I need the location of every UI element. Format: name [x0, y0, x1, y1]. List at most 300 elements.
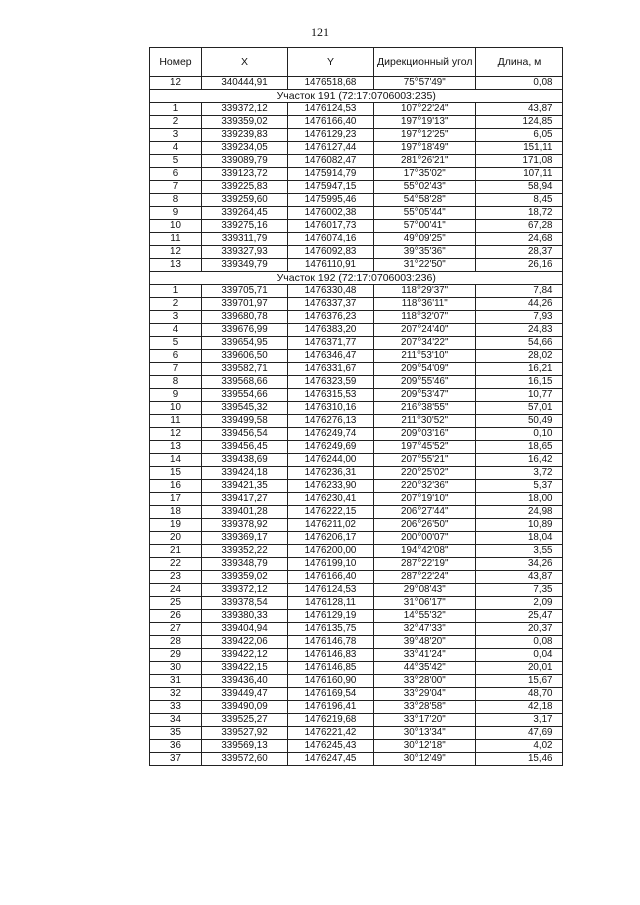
cell-x: 339327,93	[202, 246, 288, 259]
cell-x: 339372,12	[202, 103, 288, 116]
cell-angle: 209°55'46"	[374, 376, 476, 389]
cell-y: 1476323,59	[288, 376, 374, 389]
cell-x: 339705,71	[202, 285, 288, 298]
cell-y: 1476249,74	[288, 428, 374, 441]
cell-y: 1475947,15	[288, 181, 374, 194]
cell-x: 339311,79	[202, 233, 288, 246]
cell-y: 1476200,00	[288, 545, 374, 558]
cell-length: 20,01	[476, 662, 563, 675]
cell-y: 1475995,46	[288, 194, 374, 207]
table-row	[150, 103, 563, 116]
table-row	[150, 428, 563, 441]
cell-number: 2	[150, 298, 202, 311]
cell-length: 43,87	[476, 571, 563, 584]
table-row	[150, 584, 563, 597]
cell-y: 1476222,15	[288, 506, 374, 519]
table-row	[150, 571, 563, 584]
cell-y: 1476074,16	[288, 233, 374, 246]
table-row	[150, 519, 563, 532]
cell-y: 1476146,85	[288, 662, 374, 675]
table-row	[150, 532, 563, 545]
cell-y: 1476276,13	[288, 415, 374, 428]
cell-x: 339264,45	[202, 207, 288, 220]
cell-length: 0,04	[476, 649, 563, 662]
table-row	[150, 610, 563, 623]
table-row	[150, 454, 563, 467]
cell-angle: 31°22'50"	[374, 259, 476, 272]
cell-number: 11	[150, 415, 202, 428]
cell-x: 339680,78	[202, 311, 288, 324]
table-row	[150, 77, 563, 90]
cell-angle: 287°22'19"	[374, 558, 476, 571]
table-row	[150, 506, 563, 519]
cell-length: 47,69	[476, 727, 563, 740]
cell-angle: 207°55'21"	[374, 454, 476, 467]
cell-number: 11	[150, 233, 202, 246]
cell-x: 339089,79	[202, 155, 288, 168]
cell-y: 1476383,20	[288, 324, 374, 337]
table-row	[150, 389, 563, 402]
cell-y: 1476247,45	[288, 753, 374, 766]
cell-y: 1476124,53	[288, 584, 374, 597]
table-row	[150, 688, 563, 701]
cell-x: 339424,18	[202, 467, 288, 480]
table-row	[150, 597, 563, 610]
header-length: Длина, м	[476, 48, 563, 77]
table-row	[150, 168, 563, 181]
cell-angle: 211°30'52"	[374, 415, 476, 428]
section-row	[150, 272, 563, 285]
cell-angle: 197°12'25"	[374, 129, 476, 142]
cell-number: 9	[150, 207, 202, 220]
cell-x: 339436,40	[202, 675, 288, 688]
cell-x: 339378,92	[202, 519, 288, 532]
cell-length: 7,35	[476, 584, 563, 597]
section-title: Участок 192 (72:17:0706003:236)	[150, 272, 563, 285]
cell-angle: 197°19'13"	[374, 116, 476, 129]
cell-y: 1475914,79	[288, 168, 374, 181]
cell-length: 0,10	[476, 428, 563, 441]
cell-number: 31	[150, 675, 202, 688]
table-row	[150, 194, 563, 207]
table-row	[150, 285, 563, 298]
cell-angle: 197°45'52"	[374, 441, 476, 454]
cell-number: 10	[150, 220, 202, 233]
cell-length: 44,26	[476, 298, 563, 311]
cell-length: 151,11	[476, 142, 563, 155]
table-row	[150, 116, 563, 129]
cell-number: 22	[150, 558, 202, 571]
cell-length: 18,65	[476, 441, 563, 454]
cell-number: 5	[150, 337, 202, 350]
cell-length: 3,17	[476, 714, 563, 727]
cell-x: 339527,92	[202, 727, 288, 740]
cell-x: 339676,99	[202, 324, 288, 337]
table-row	[150, 376, 563, 389]
cell-number: 16	[150, 480, 202, 493]
cell-angle: 17°35'02"	[374, 168, 476, 181]
cell-number: 5	[150, 155, 202, 168]
table-row	[150, 142, 563, 155]
cell-y: 1476219,68	[288, 714, 374, 727]
cell-x: 339554,66	[202, 389, 288, 402]
cell-length: 50,49	[476, 415, 563, 428]
table-row	[150, 350, 563, 363]
cell-x: 339421,35	[202, 480, 288, 493]
table-row	[150, 155, 563, 168]
cell-number: 29	[150, 649, 202, 662]
table-row	[150, 467, 563, 480]
table-row	[150, 402, 563, 415]
cell-number: 9	[150, 389, 202, 402]
cell-angle: 49°09'25"	[374, 233, 476, 246]
cell-angle: 209°03'16"	[374, 428, 476, 441]
cell-angle: 33°28'58"	[374, 701, 476, 714]
header-direction-angle: Дирекционный угол	[374, 48, 476, 77]
table-row	[150, 545, 563, 558]
cell-length: 171,08	[476, 155, 563, 168]
cell-angle: 118°36'11"	[374, 298, 476, 311]
cell-x: 339372,12	[202, 584, 288, 597]
cell-x: 339234,05	[202, 142, 288, 155]
cell-y: 1476166,40	[288, 571, 374, 584]
cell-angle: 207°24'40"	[374, 324, 476, 337]
cell-x: 339349,79	[202, 259, 288, 272]
table-row	[150, 363, 563, 376]
cell-x: 339417,27	[202, 493, 288, 506]
table-header-row	[150, 48, 563, 77]
cell-length: 24,98	[476, 506, 563, 519]
cell-length: 25,47	[476, 610, 563, 623]
cell-length: 43,87	[476, 103, 563, 116]
table-row	[150, 181, 563, 194]
cell-y: 1476146,78	[288, 636, 374, 649]
cell-number: 37	[150, 753, 202, 766]
cell-y: 1476128,11	[288, 597, 374, 610]
cell-number: 13	[150, 441, 202, 454]
table-row	[150, 129, 563, 142]
cell-number: 3	[150, 311, 202, 324]
table-row	[150, 298, 563, 311]
cell-length: 5,37	[476, 480, 563, 493]
cell-angle: 107°22'24"	[374, 103, 476, 116]
cell-x: 339499,58	[202, 415, 288, 428]
cell-x: 339449,47	[202, 688, 288, 701]
cell-angle: 39°35'36"	[374, 246, 476, 259]
cell-number: 4	[150, 142, 202, 155]
cell-number: 12	[150, 77, 202, 90]
cell-y: 1476310,16	[288, 402, 374, 415]
cell-y: 1476129,19	[288, 610, 374, 623]
cell-y: 1476211,02	[288, 519, 374, 532]
cell-angle: 207°19'10"	[374, 493, 476, 506]
cell-y: 1476017,73	[288, 220, 374, 233]
cell-x: 339422,06	[202, 636, 288, 649]
table-row	[150, 662, 563, 675]
cell-x: 339701,97	[202, 298, 288, 311]
cell-number: 12	[150, 428, 202, 441]
cell-x: 339456,45	[202, 441, 288, 454]
cell-y: 1476330,48	[288, 285, 374, 298]
table-row	[150, 623, 563, 636]
cell-angle: 194°42'08"	[374, 545, 476, 558]
cell-number: 12	[150, 246, 202, 259]
cell-y: 1476169,54	[288, 688, 374, 701]
cell-angle: 33°17'20"	[374, 714, 476, 727]
cell-length: 10,77	[476, 389, 563, 402]
table-row	[150, 727, 563, 740]
table-row	[150, 207, 563, 220]
cell-angle: 14°55'32"	[374, 610, 476, 623]
cell-length: 7,93	[476, 311, 563, 324]
cell-x: 339654,95	[202, 337, 288, 350]
cell-angle: 39°48'20"	[374, 636, 476, 649]
cell-length: 20,37	[476, 623, 563, 636]
cell-x: 339490,09	[202, 701, 288, 714]
cell-number: 4	[150, 324, 202, 337]
cell-y: 1476236,31	[288, 467, 374, 480]
header-y: Y	[288, 48, 374, 77]
cell-number: 7	[150, 363, 202, 376]
cell-angle: 54°58'28"	[374, 194, 476, 207]
cell-length: 57,01	[476, 402, 563, 415]
cell-number: 8	[150, 194, 202, 207]
cell-y: 1476129,23	[288, 129, 374, 142]
cell-number: 1	[150, 103, 202, 116]
cell-number: 23	[150, 571, 202, 584]
cell-angle: 55°02'43"	[374, 181, 476, 194]
cell-number: 7	[150, 181, 202, 194]
cell-y: 1476124,53	[288, 103, 374, 116]
cell-angle: 30°12'18"	[374, 740, 476, 753]
cell-x: 339348,79	[202, 558, 288, 571]
cell-angle: 200°00'07"	[374, 532, 476, 545]
cell-y: 1476206,17	[288, 532, 374, 545]
cell-angle: 206°27'44"	[374, 506, 476, 519]
cell-y: 1476245,43	[288, 740, 374, 753]
cell-length: 0,08	[476, 77, 563, 90]
cell-length: 26,16	[476, 259, 563, 272]
cell-angle: 29°08'43"	[374, 584, 476, 597]
cell-number: 3	[150, 129, 202, 142]
cell-y: 1476315,53	[288, 389, 374, 402]
table-row	[150, 701, 563, 714]
cell-angle: 220°25'02"	[374, 467, 476, 480]
cell-y: 1476146,83	[288, 649, 374, 662]
cell-x: 339572,60	[202, 753, 288, 766]
cell-angle: 220°32'36"	[374, 480, 476, 493]
page-number: 121	[311, 25, 329, 39]
table-row	[150, 415, 563, 428]
cell-x: 339568,66	[202, 376, 288, 389]
cell-length: 16,15	[476, 376, 563, 389]
cell-number: 21	[150, 545, 202, 558]
coordinates-table	[149, 47, 563, 766]
cell-y: 1476135,75	[288, 623, 374, 636]
cell-angle: 216°38'55"	[374, 402, 476, 415]
cell-length: 18,04	[476, 532, 563, 545]
cell-number: 2	[150, 116, 202, 129]
header-x: X	[202, 48, 288, 77]
cell-x: 339438,69	[202, 454, 288, 467]
cell-x: 339422,15	[202, 662, 288, 675]
table-row	[150, 337, 563, 350]
cell-length: 15,67	[476, 675, 563, 688]
cell-length: 34,26	[476, 558, 563, 571]
cell-number: 6	[150, 350, 202, 363]
cell-angle: 33°29'04"	[374, 688, 476, 701]
cell-number: 28	[150, 636, 202, 649]
cell-angle: 57°00'41"	[374, 220, 476, 233]
cell-number: 30	[150, 662, 202, 675]
table-row	[150, 558, 563, 571]
cell-x: 339545,32	[202, 402, 288, 415]
cell-number: 14	[150, 454, 202, 467]
table-row	[150, 441, 563, 454]
cell-x: 339259,60	[202, 194, 288, 207]
cell-number: 35	[150, 727, 202, 740]
table-row	[150, 220, 563, 233]
cell-x: 339352,22	[202, 545, 288, 558]
cell-number: 6	[150, 168, 202, 181]
cell-angle: 207°34'22"	[374, 337, 476, 350]
cell-number: 17	[150, 493, 202, 506]
cell-number: 34	[150, 714, 202, 727]
cell-x: 339422,12	[202, 649, 288, 662]
cell-x: 339380,33	[202, 610, 288, 623]
cell-y: 1476244,00	[288, 454, 374, 467]
cell-length: 28,02	[476, 350, 563, 363]
cell-x: 339378,54	[202, 597, 288, 610]
cell-angle: 30°13'34"	[374, 727, 476, 740]
cell-angle: 32°47'33"	[374, 623, 476, 636]
header-number: Номер	[150, 48, 202, 77]
cell-angle: 44°35'42"	[374, 662, 476, 675]
table-row	[150, 649, 563, 662]
cell-y: 1476230,41	[288, 493, 374, 506]
cell-number: 26	[150, 610, 202, 623]
cell-y: 1476249,69	[288, 441, 374, 454]
cell-number: 32	[150, 688, 202, 701]
cell-number: 19	[150, 519, 202, 532]
cell-angle: 33°28'00"	[374, 675, 476, 688]
cell-length: 18,00	[476, 493, 563, 506]
cell-length: 54,66	[476, 337, 563, 350]
cell-y: 1476331,67	[288, 363, 374, 376]
cell-angle: 287°22'24"	[374, 571, 476, 584]
cell-length: 3,55	[476, 545, 563, 558]
table-row	[150, 636, 563, 649]
cell-length: 6,05	[476, 129, 563, 142]
cell-length: 4,02	[476, 740, 563, 753]
cell-x: 339123,72	[202, 168, 288, 181]
cell-number: 10	[150, 402, 202, 415]
cell-length: 16,21	[476, 363, 563, 376]
cell-angle: 197°18'49"	[374, 142, 476, 155]
cell-number: 27	[150, 623, 202, 636]
cell-number: 36	[150, 740, 202, 753]
cell-length: 15,46	[476, 753, 563, 766]
cell-x: 339582,71	[202, 363, 288, 376]
cell-y: 1476346,47	[288, 350, 374, 363]
cell-angle: 281°26'21"	[374, 155, 476, 168]
table-row	[150, 675, 563, 688]
cell-length: 8,45	[476, 194, 563, 207]
table-row	[150, 233, 563, 246]
cell-number: 1	[150, 285, 202, 298]
cell-x: 339401,28	[202, 506, 288, 519]
cell-angle: 118°32'07"	[374, 311, 476, 324]
table-row	[150, 493, 563, 506]
cell-angle: 206°26'50"	[374, 519, 476, 532]
cell-angle: 33°41'24"	[374, 649, 476, 662]
cell-x: 339404,94	[202, 623, 288, 636]
table-row	[150, 246, 563, 259]
cell-x: 340444,91	[202, 77, 288, 90]
cell-x: 339456,54	[202, 428, 288, 441]
cell-y: 1476337,37	[288, 298, 374, 311]
cell-y: 1476160,90	[288, 675, 374, 688]
cell-length: 42,18	[476, 701, 563, 714]
cell-x: 339359,02	[202, 116, 288, 129]
cell-length: 18,72	[476, 207, 563, 220]
cell-x: 339359,02	[202, 571, 288, 584]
table-row	[150, 311, 563, 324]
cell-length: 58,94	[476, 181, 563, 194]
cell-angle: 118°29'37"	[374, 285, 476, 298]
table-row	[150, 740, 563, 753]
cell-angle: 211°53'10"	[374, 350, 476, 363]
cell-length: 7,84	[476, 285, 563, 298]
table-row	[150, 324, 563, 337]
cell-angle: 209°53'47"	[374, 389, 476, 402]
cell-angle: 30°12'49"	[374, 753, 476, 766]
cell-length: 0,08	[476, 636, 563, 649]
cell-number: 8	[150, 376, 202, 389]
cell-length: 3,72	[476, 467, 563, 480]
cell-number: 33	[150, 701, 202, 714]
cell-angle: 75°57'49"	[374, 77, 476, 90]
cell-length: 24,83	[476, 324, 563, 337]
cell-y: 1476196,41	[288, 701, 374, 714]
table-row	[150, 480, 563, 493]
cell-x: 339606,50	[202, 350, 288, 363]
cell-number: 15	[150, 467, 202, 480]
cell-y: 1476166,40	[288, 116, 374, 129]
cell-y: 1476233,90	[288, 480, 374, 493]
cell-angle: 209°54'09"	[374, 363, 476, 376]
cell-x: 339369,17	[202, 532, 288, 545]
cell-number: 20	[150, 532, 202, 545]
table-row	[150, 753, 563, 766]
cell-x: 339225,83	[202, 181, 288, 194]
cell-length: 10,89	[476, 519, 563, 532]
cell-y: 1476199,10	[288, 558, 374, 571]
cell-length: 24,68	[476, 233, 563, 246]
cell-y: 1476002,38	[288, 207, 374, 220]
cell-x: 339275,16	[202, 220, 288, 233]
cell-length: 48,70	[476, 688, 563, 701]
cell-length: 28,37	[476, 246, 563, 259]
table-body	[150, 77, 563, 766]
cell-y: 1476376,23	[288, 311, 374, 324]
section-row	[150, 90, 563, 103]
cell-length: 2,09	[476, 597, 563, 610]
section-title: Участок 191 (72:17:0706003:235)	[150, 90, 563, 103]
cell-number: 24	[150, 584, 202, 597]
cell-y: 1476127,44	[288, 142, 374, 155]
cell-x: 339569,13	[202, 740, 288, 753]
